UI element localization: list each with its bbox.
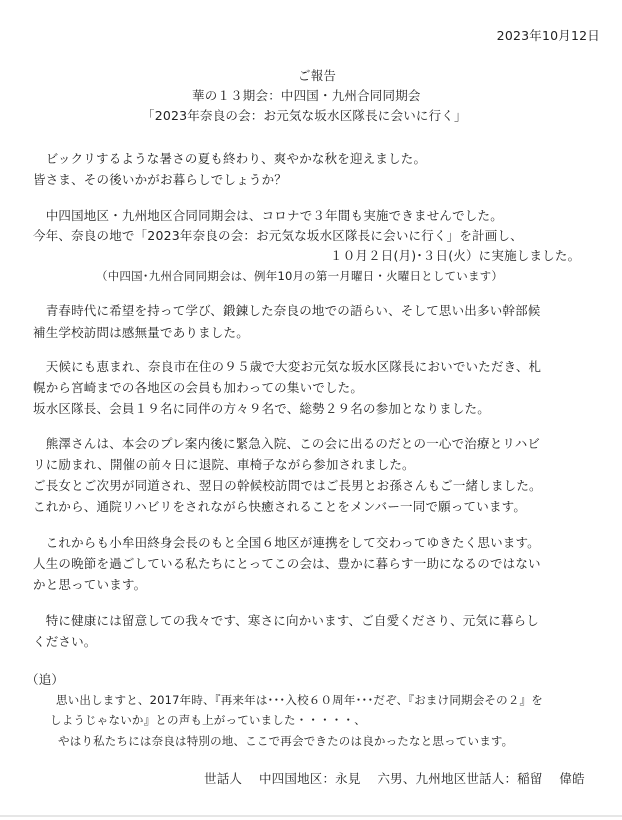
- signature: 世話人 中四国地区：永見 六男、九州地区世話人：稲留 偉皓: [204, 771, 585, 786]
- paragraph-2-line-3: １０月２日(月)･３日(火）に実施しました。: [330, 248, 581, 263]
- paragraph-7-line-1: 特に健康には留意しての我々です、寒さに向かいます、ご自愛くださり、元気に暮らし: [33, 613, 540, 628]
- postscript-line-1: 思い出しますと、2017年時、『再来年は･･･入校６０周年･･･だぞ、『おまけ同期会その２』を: [56, 693, 543, 707]
- paragraph-2-note: （中四国･九州合同同期会は、例年10月の第一月曜日・火曜日としています）: [96, 269, 504, 283]
- paragraph-6-line-2: 人生の晩節を過ごしている私たちにとってこの会は、豊かに暮らす一助になるのではない: [33, 556, 541, 571]
- postscript-line-3: やはり私たちには奈良は特別の地、ここで再会できたのは良かったなと思っています。: [58, 734, 514, 748]
- group-name: 華の１３期会：中四国・九州合同同期会: [192, 88, 421, 103]
- paragraph-5-line-2: リに励まれ、開催の前々日に退院、車椅子ながら参加されました。: [33, 457, 415, 472]
- bottom-divider: [0, 815, 622, 817]
- postscript-label: （追）: [26, 672, 65, 687]
- paragraph-3-line-2: 補生学校訪問は感無量でありました。: [33, 325, 249, 340]
- paragraph-5-line-4: これから、通院リハビリをされながら快癒されることをメンバー一同で願っています。: [33, 499, 527, 514]
- paragraph-4-line-1: 天候にも恵まれ、奈良市在住の９５歳で大変お元気な坂水区隊長においでいただき、札: [33, 359, 542, 374]
- postscript-line-2: しようじゃないか』との声も上がっていました・・・・・、: [50, 713, 366, 727]
- paragraph-2-line-1: 中四国地区・九州地区合同同期会は、コロナで３年間も実施できませんでした。: [33, 208, 503, 223]
- paragraph-5-line-3: ご長女とご次男が同道され、翌日の幹候校訪問ではご長男とお孫さんもご一緒しました。: [33, 478, 542, 493]
- event-title: 「2023年奈良の会：お元気な坂水区隊長に会いに行く」: [142, 108, 467, 123]
- paragraph-1-line-2: 皆さま、その後いかがお暮らしでしょうか？: [33, 172, 288, 187]
- paragraph-3-line-1: 青春時代に希望を持って学び、鍛錬した奈良の地での語らい、そして思い出多い幹部候: [33, 303, 541, 318]
- paragraph-4-line-3: 坂水区隊長、会員１９名に同伴の方々９名で、総勢２９名の参加となりました。: [33, 401, 490, 416]
- paragraph-6-line-1: これからも小牟田終身会長のもと全国６地区が連携をして交わってゆきたく思います。: [33, 535, 540, 550]
- paragraph-4-line-2: 幌から宮崎までの各地区の会員も加わっての集いでした。: [33, 380, 364, 395]
- paragraph-6-line-3: かと思っています。: [33, 577, 147, 592]
- letter-date: 2023年10月12日: [496, 28, 600, 43]
- report-heading: ご報告: [298, 68, 337, 83]
- paragraph-7-line-2: ください。: [33, 634, 97, 649]
- paragraph-2-line-2: 今年、奈良の地で「2023年奈良の会：お元気な坂水区隊長に会いに行く」を計画し、: [33, 228, 523, 243]
- paragraph-1-line-1: ビックリするような暑さの夏も終わり、爽やかな秋を迎えました。: [33, 151, 427, 166]
- paragraph-5-line-1: 熊澤さんは、本会のプレ案内後に緊急入院、この会に出るのだとの一心で治療とリハビ: [33, 436, 541, 451]
